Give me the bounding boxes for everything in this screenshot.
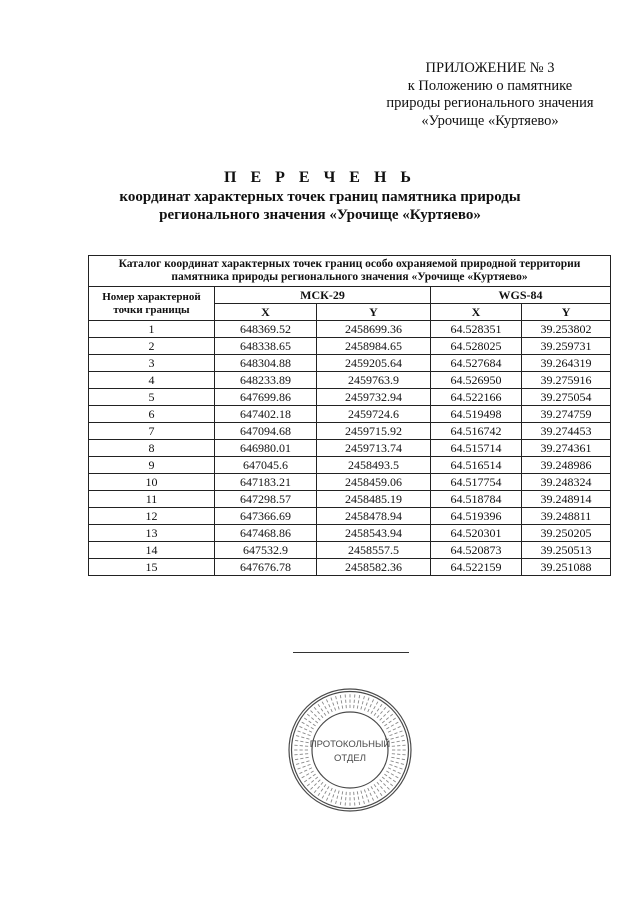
cell-wgs-x: 64.517754 [431, 474, 522, 491]
cell-point-number: 3 [89, 355, 215, 372]
cell-msk-y: 2458493.5 [317, 457, 431, 474]
table-row [89, 389, 611, 406]
cell-msk-y: 2459724.6 [317, 406, 431, 423]
cell-msk-x: 647298.57 [215, 491, 317, 508]
cell-point-number: 8 [89, 440, 215, 457]
cell-msk-x: 647699.86 [215, 389, 317, 406]
table-body [89, 321, 611, 576]
cell-msk-x: 648233.89 [215, 372, 317, 389]
column-header-point-number: Номер характерной точки границы [89, 287, 215, 321]
cell-msk-x: 647366.69 [215, 508, 317, 525]
document-heading [0, 168, 640, 224]
table-row [89, 457, 611, 474]
cell-msk-x: 648369.52 [215, 321, 317, 338]
cell-point-number: 10 [89, 474, 215, 491]
cell-point-number: 12 [89, 508, 215, 525]
cell-msk-x: 647094.68 [215, 423, 317, 440]
cell-msk-y: 2458459.06 [317, 474, 431, 491]
table-row [89, 559, 611, 576]
appendix-monument-name: «Урочище «Куртяево» [421, 112, 559, 129]
cell-point-number: 1 [89, 321, 215, 338]
appendix-number: ПРИЛОЖЕНИЕ № 3 [425, 60, 555, 76]
cell-wgs-y: 39.248914 [522, 491, 611, 508]
table-row [89, 338, 611, 355]
cell-wgs-y: 39.259731 [522, 338, 611, 355]
cell-wgs-x: 64.516742 [431, 423, 522, 440]
cell-msk-y: 2459205.64 [317, 355, 431, 372]
cell-point-number: 7 [89, 423, 215, 440]
cell-wgs-x: 64.519498 [431, 406, 522, 423]
cell-wgs-y: 39.250205 [522, 525, 611, 542]
cell-msk-x: 647183.21 [215, 474, 317, 491]
table-row [89, 406, 611, 423]
column-header-msk-y: Y [317, 304, 431, 321]
cell-msk-x: 647402.18 [215, 406, 317, 423]
cell-point-number: 4 [89, 372, 215, 389]
cell-wgs-x: 64.522159 [431, 559, 522, 576]
table-caption: Каталог координат характерных точек границ особо охраняемой природной территории памятника природы регионального значения «Урочище «Куртяево» [89, 256, 611, 287]
cell-msk-y: 2458699.36 [317, 321, 431, 338]
cell-point-number: 5 [89, 389, 215, 406]
table-row [89, 372, 611, 389]
table-row [89, 525, 611, 542]
cell-wgs-y: 39.248324 [522, 474, 611, 491]
separator-line [293, 652, 409, 653]
cell-msk-x: 648338.65 [215, 338, 317, 355]
table-row [89, 440, 611, 457]
column-header-wgs-x: X [431, 304, 522, 321]
svg-text:ПРОТОКОЛЬНЫЙ: ПРОТОКОЛЬНЫЙ [309, 739, 391, 750]
cell-point-number: 14 [89, 542, 215, 559]
cell-wgs-x: 64.515714 [431, 440, 522, 457]
cell-msk-x: 647532.9 [215, 542, 317, 559]
cell-msk-y: 2458984.65 [317, 338, 431, 355]
cell-msk-y: 2458478.94 [317, 508, 431, 525]
cell-msk-x: 648304.88 [215, 355, 317, 372]
cell-wgs-y: 39.248811 [522, 508, 611, 525]
cell-point-number: 15 [89, 559, 215, 576]
cell-point-number: 11 [89, 491, 215, 508]
cell-wgs-y: 39.248986 [522, 457, 611, 474]
cell-point-number: 2 [89, 338, 215, 355]
document-title: П Е Р Е Ч Е Н Ь [224, 169, 416, 186]
cell-point-number: 9 [89, 457, 215, 474]
cell-msk-x: 647045.6 [215, 457, 317, 474]
table-row [89, 423, 611, 440]
cell-msk-x: 647468.86 [215, 525, 317, 542]
document-subtitle-line: регионального значения «Урочище «Куртяево» [159, 207, 481, 223]
cell-wgs-y: 39.274453 [522, 423, 611, 440]
column-group-wgs84: WGS-84 [431, 287, 611, 304]
cell-msk-y: 2459763.9 [317, 372, 431, 389]
cell-msk-y: 2459715.92 [317, 423, 431, 440]
appendix-reference-line: природы регионального значения [386, 95, 594, 111]
cell-msk-y: 2459732.94 [317, 389, 431, 406]
cell-msk-x: 646980.01 [215, 440, 317, 457]
cell-wgs-x: 64.527684 [431, 355, 522, 372]
cell-wgs-x: 64.518784 [431, 491, 522, 508]
cell-msk-y: 2459713.74 [317, 440, 431, 457]
cell-point-number: 13 [89, 525, 215, 542]
cell-point-number: 6 [89, 406, 215, 423]
column-header-wgs-y: Y [522, 304, 611, 321]
table-row [89, 474, 611, 491]
svg-text:ОТДЕЛ: ОТДЕЛ [334, 753, 366, 764]
seal-center-text [310, 738, 391, 764]
cell-msk-x: 647676.78 [215, 559, 317, 576]
cell-wgs-y: 39.264319 [522, 355, 611, 372]
cell-wgs-x: 64.528351 [431, 321, 522, 338]
cell-wgs-x: 64.526950 [431, 372, 522, 389]
table-row [89, 491, 611, 508]
cell-wgs-x: 64.516514 [431, 457, 522, 474]
table-row [89, 508, 611, 525]
cell-wgs-y: 39.274759 [522, 406, 611, 423]
cell-msk-y: 2458582.36 [317, 559, 431, 576]
cell-wgs-y: 39.251088 [522, 559, 611, 576]
cell-wgs-x: 64.520301 [431, 525, 522, 542]
cell-wgs-y: 39.253802 [522, 321, 611, 338]
seal-stamp [286, 686, 414, 814]
cell-msk-y: 2458543.94 [317, 525, 431, 542]
cell-msk-y: 2458485.19 [317, 491, 431, 508]
cell-wgs-y: 39.275916 [522, 372, 611, 389]
cell-wgs-x: 64.519396 [431, 508, 522, 525]
cell-msk-y: 2458557.5 [317, 542, 431, 559]
cell-wgs-y: 39.275054 [522, 389, 611, 406]
column-group-msk29: МСК-29 [215, 287, 431, 304]
appendix-reference: к Положению о памятнике [407, 77, 573, 94]
cell-wgs-x: 64.522166 [431, 389, 522, 406]
cell-wgs-y: 39.274361 [522, 440, 611, 457]
cell-wgs-y: 39.250513 [522, 542, 611, 559]
table-row [89, 321, 611, 338]
coordinates-table [88, 255, 611, 576]
table-row [89, 542, 611, 559]
cell-wgs-x: 64.520873 [431, 542, 522, 559]
table-row [89, 355, 611, 372]
cell-wgs-x: 64.528025 [431, 338, 522, 355]
document-subtitle: координат характерных точек границ памятника природы [119, 189, 521, 205]
column-header-msk-x: X [215, 304, 317, 321]
appendix-header [340, 60, 640, 130]
